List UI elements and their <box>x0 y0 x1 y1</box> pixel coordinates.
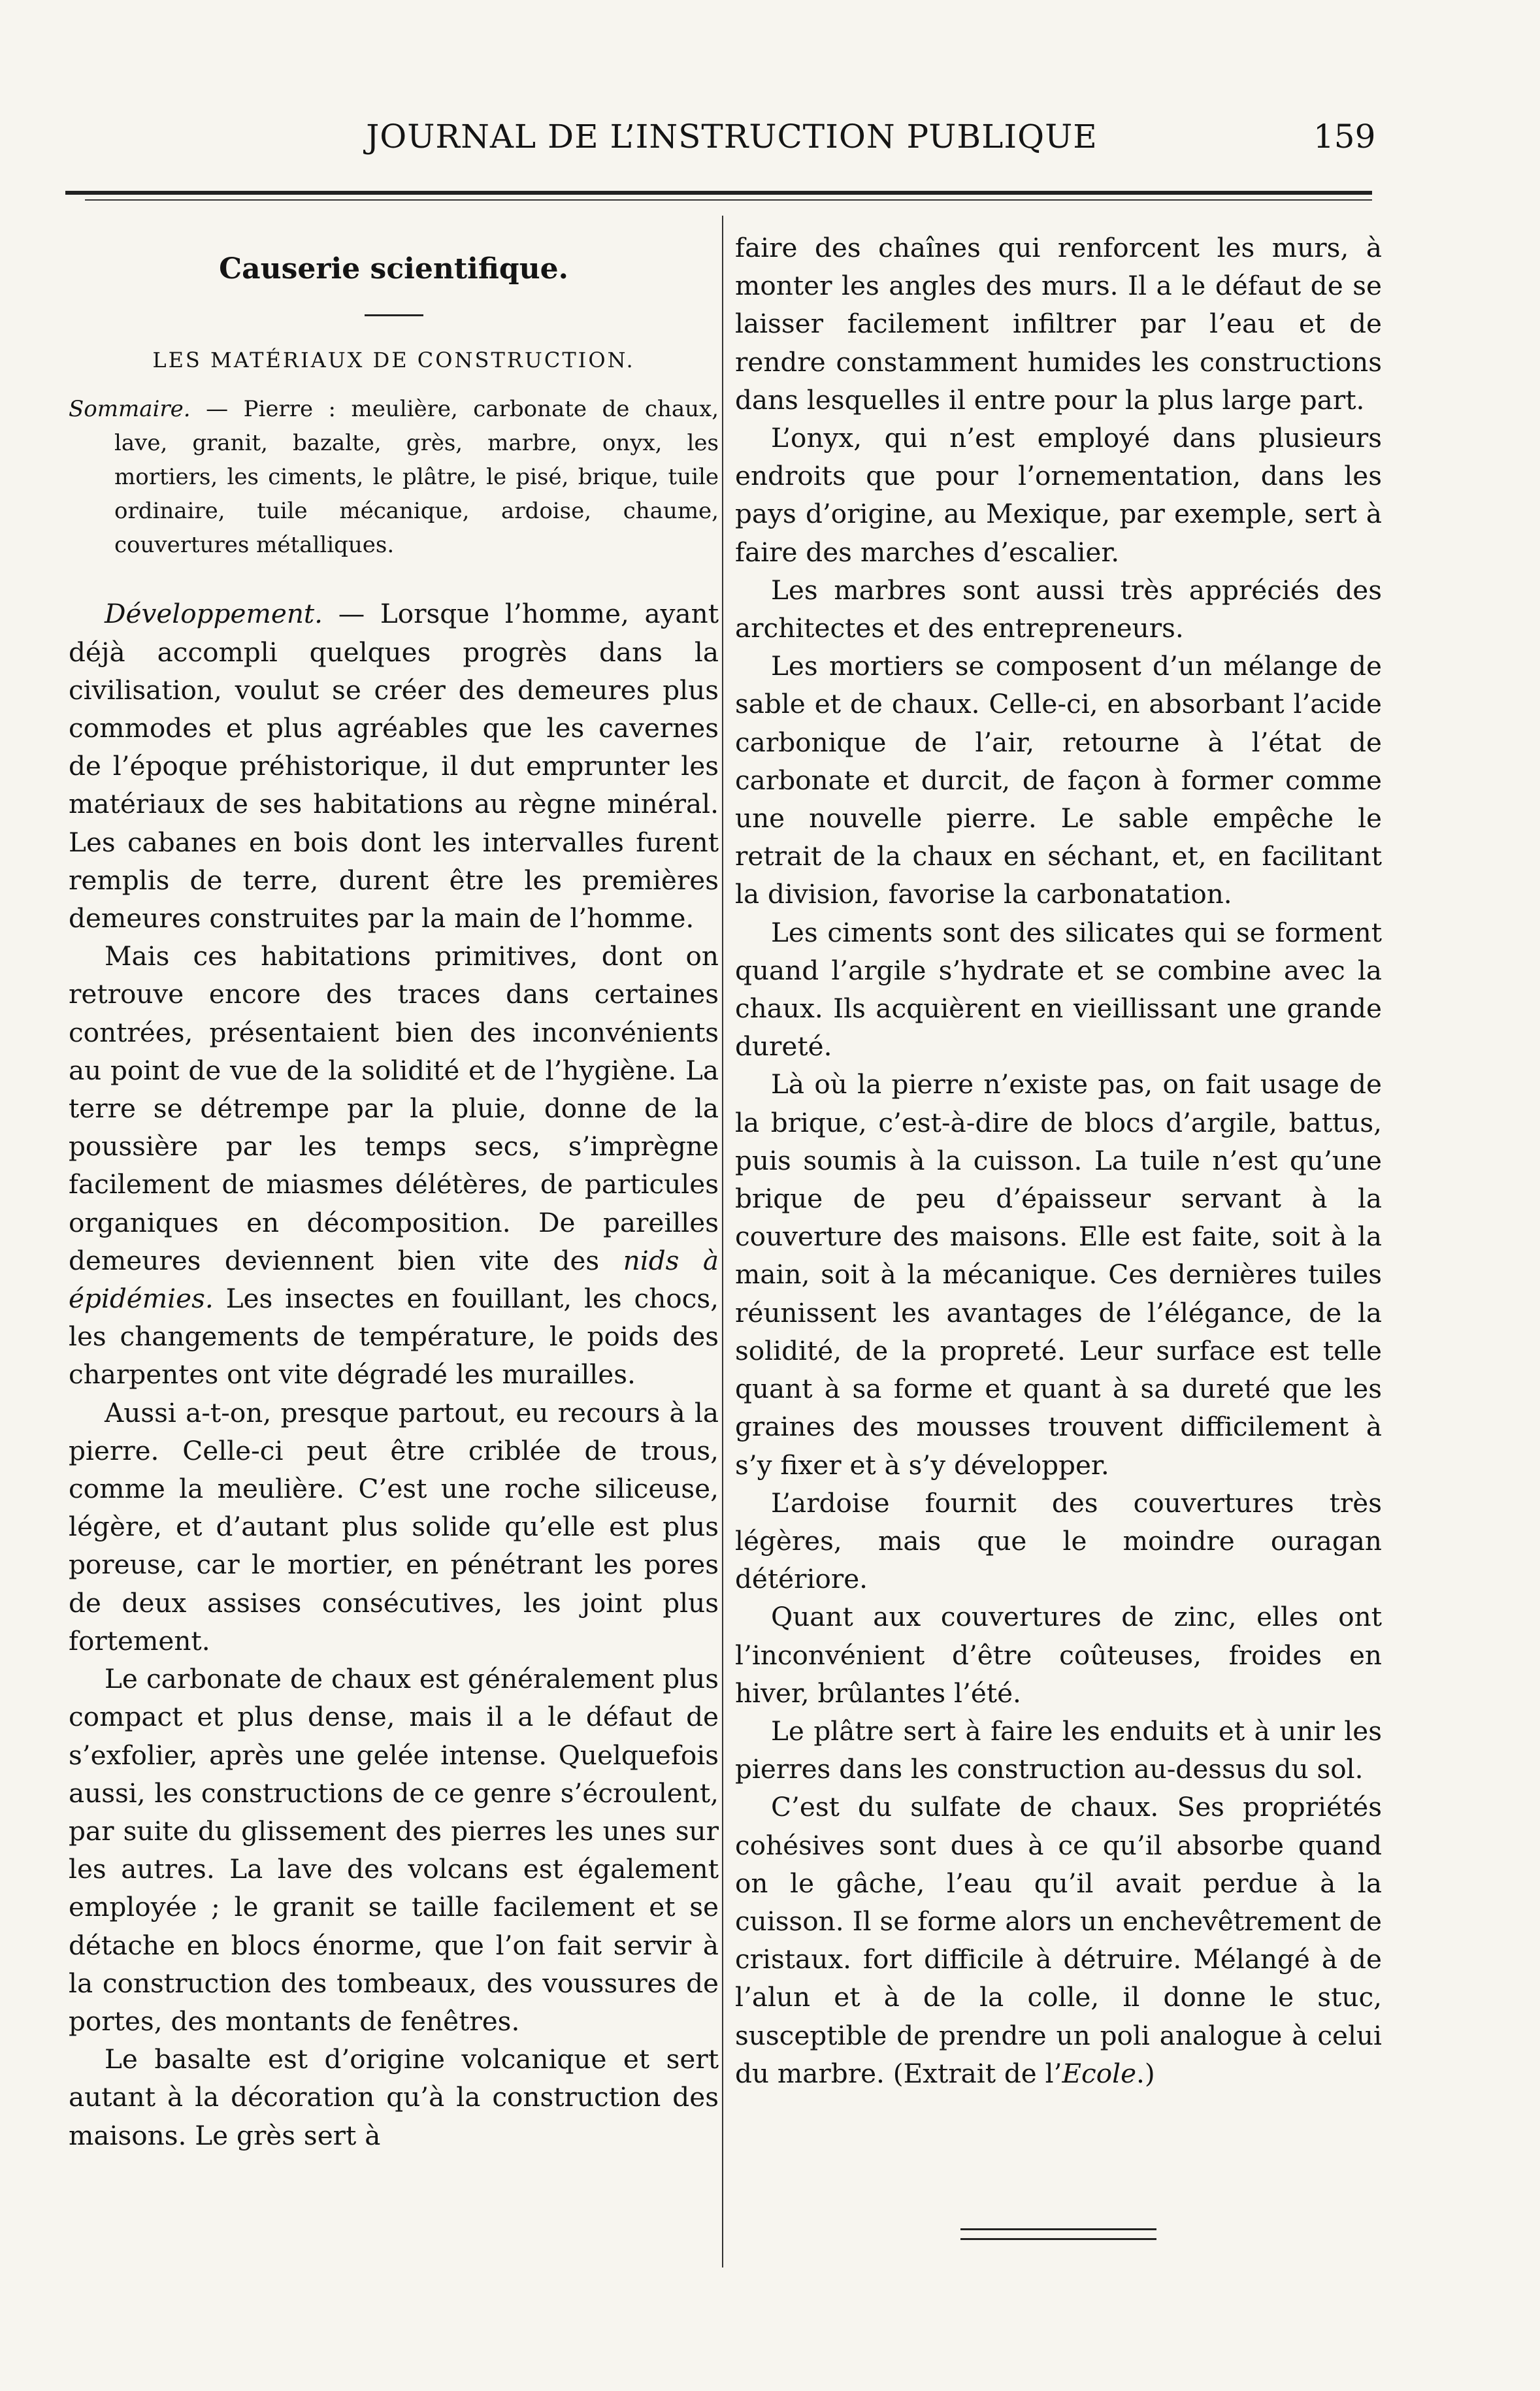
nids-italic: nids à épidémies. <box>69 1244 719 1315</box>
paragraph: L’ardoise fournit des couvertures très légères, mais que le moindre ouragan détériore. <box>735 1487 1382 1595</box>
paragraph: Les ciments sont des silicates qui se forment quand l’argile s’hydrate et se combine avec la chaux. Ils acquièrent en vieillissant une grande dureté. <box>735 916 1382 1063</box>
sommaire-label: Sommaire. <box>69 396 191 423</box>
article-title: Causerie scientifique. <box>219 252 568 286</box>
paragraph: C’est du sulfate de chaux. Ses propriétés cohésives sont dues à ce qu’il absorbe quand on le gâche, l’eau qu’il avait perdue à la cuisson. Il se forme alors un enchevêtrement de cristaux. fort difficile à détruire. Mélangé à de l’alun et à de la colle, il donne le stuc, susceptible de prendre un poli analogue à celui du marbre. (Extrait de l’Ecole.) <box>735 1791 1382 2089</box>
page-number: 159 <box>1313 118 1376 156</box>
paragraph: Là où la pierre n’existe pas, on fait usage de la brique, c’est-à-dire de blocs d’argile, battus, puis soumis à la cuisson. La tuile n’est qu’une brique de peu d’épaisseur servant à la couverture des maisons. Elle est faite, soit à la main, soit à la mécanique. Ces dernières tuiles réunissent les avantages de l’élégance, de la solidité, de la propreté. Leur surface est telle quant à sa forme et quant à sa dureté que les graines des mousses trouvent difficilement à s’y fixer et à s’y développer. <box>735 1068 1382 1481</box>
paragraph: Le carbonate de chaux est généralement plus compact et plus dense, mais il a le défaut de s’exfolier, après une gelée intense. Quelquefois aussi, les constructions de ce genre s’écroulent, par suite du glissement des pierres les unes sur les autres. La lave des volcans est également employée ; le granit se taille facilement et se détache en blocs énorme, que l’on fait servir à la construction des tombeaux, des voussures de portes, des montants de fenêtres. <box>69 1663 719 2037</box>
end-rule <box>960 2228 1156 2230</box>
developpement-label: Développement. <box>105 598 323 630</box>
right-column <box>735 229 1382 2092</box>
left-column <box>69 225 719 2154</box>
paragraph: Quant aux couvertures de zinc, elles ont l’inconvénient d’être coûteuses, froides en hiver, brûlantes l’été. <box>735 1601 1382 1709</box>
sommaire-text: — Pierre : meulière, carbonate de chaux, lave, granit, bazalte, grès, marbre, onyx, les mortiers, les ciments, le plâtre, le pisé, brique, tuile ordinaire, tuile mécanique, ardoise, chaume, couvertures métalliques. <box>114 396 719 559</box>
end-rule <box>960 2238 1156 2240</box>
header-rule-thin <box>85 199 1372 201</box>
page-header <box>0 118 1540 183</box>
article-subtitle: LES MATÉRIAUX DE CONSTRUCTION. <box>152 348 635 373</box>
paragraph: Développement. — Lorsque l’homme, ayant déjà accompli quelques progrès dans la civilisation, voulut se créer des demeures plus commodes et plus agréables que les cavernes de l’époque préhistorique, il dut emprunter les matériaux de ses habitations au règne minéral. Les cabanes en bois dont les intervalles furent remplis de terre, durent être les premières demeures construites par la main de l’homme. <box>69 598 719 934</box>
header-rule <box>65 191 1372 195</box>
paragraph: Aussi a-t-on, presque partout, eu recours à la pierre. Celle-ci peut être criblée de trous, comme la meulière. C’est une roche siliceuse, légère, et d’autant plus solide qu’elle est plus poreuse, car le mortier, en pénétrant les pores de deux assises consécutives, les joint plus fortement. <box>69 1396 719 1657</box>
paragraph: Les mortiers se composent d’un mélange de sable et de chaux. Celle-ci, en absorbant l’acide carbonique de l’air, retourne à l’état de carbonate et durcit, de façon à former comme une nouvelle pierre. Le sable empêche le retrait de la chaux en séchant, et, en facilitant la division, favorise la carbonatation. <box>735 650 1382 910</box>
journal-title: JOURNAL DE L’INSTRUCTION PUBLIQUE <box>366 118 1098 156</box>
paragraph: Les marbres sont aussi très appréciés des architectes et des entrepreneurs. <box>735 574 1382 644</box>
source-italic: Ecole <box>1062 2057 1137 2089</box>
paragraph: faire des chaînes qui renforcent les murs, à monter les angles des murs. Il a le défaut de se laisser facilement infiltrer par l’eau et de rendre constamment humides les constructions dans lesquelles il entre pour la plus large part. <box>735 232 1382 416</box>
sommaire <box>69 392 719 562</box>
title-dash <box>365 314 423 316</box>
column-divider <box>722 216 723 2267</box>
paragraph: Le basalte est d’origine volcanique et sert autant à la décoration qu’à la construction des maisons. Le grès sert à <box>69 2043 719 2151</box>
paragraph: Le plâtre sert à faire les enduits et à unir les pierres dans les construction au-dessus du sol. <box>735 1715 1382 1785</box>
paragraph: Mais ces habitations primitives, dont on retrouve encore des traces dans certaines contrées, présentaient bien des inconvénients au point de vue de la solidité et de l’hygiène. La terre se détrempe par la pluie, donne de la poussière par les temps secs, s’imprègne facilement de miasmes délétères, de particules organiques en décomposition. De pareilles demeures deviennent bien vite des nids à épidémies. Les insectes en fouillant, les chocs, les changements de température, le poids des charpentes ont vite dégradé les murailles. <box>69 940 719 1391</box>
paragraph: L’onyx, qui n’est employé dans plusieurs endroits que pour l’ornementation, dans les pays d’origine, au Mexique, par exemple, sert à faire des marches d’escalier. <box>735 422 1382 568</box>
